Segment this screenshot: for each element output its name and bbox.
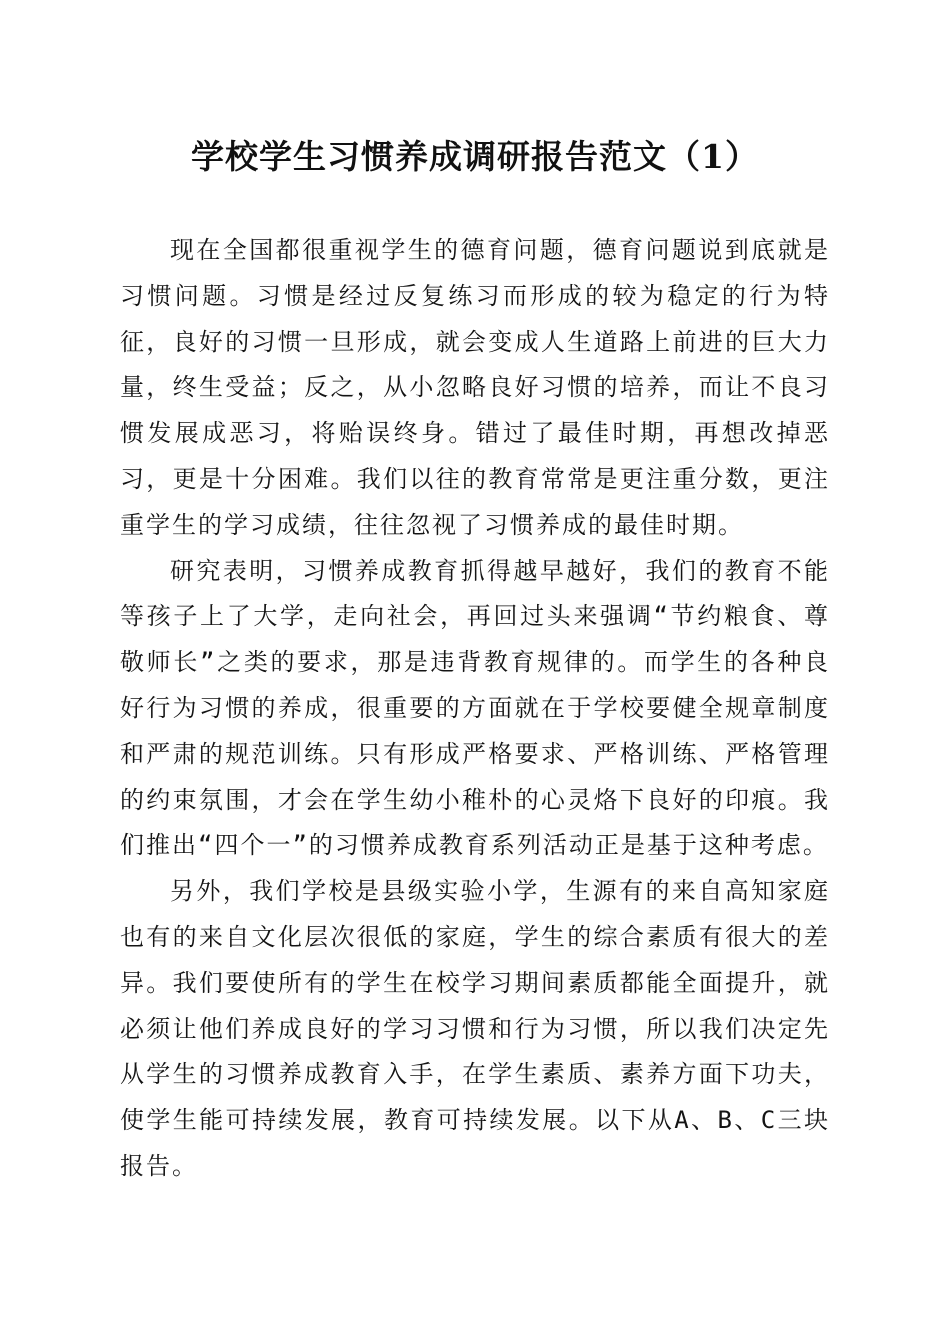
document-title: 学校学生习惯养成调研报告范文（1）: [191, 137, 759, 176]
document-body: [120, 228, 830, 1190]
paragraph-3: 另外，我们学校是县级实验小学，生源有的来自高知家庭也有的来自文化层次很低的家庭，学生的综合素质有很大的差异。我们要使所有的学生在校学习期间素质都能全面提升，就必须让他们养成良好的学习习惯和行为习惯，所以我们决定先从学生的习惯养成教育入手，在学生素质、素养方面下功夫，使学生能可持续发展，教育可持续发展。以下从A、B、C三块报告。: [120, 877, 830, 1180]
paragraph-2: 研究表明，习惯养成教育抓得越早越好，我们的教育不能等孩子上了大学，走向社会，再回过头来强调“节约粮食、尊敬师长”之类的要求，那是违背教育规律的。而学生的各种良好行为习惯的养成，很重要的方面就在于学校要健全规章制度和严肃的规范训练。只有形成严格要求、严格训练、严格管理的约束氛围，才会在学生幼小稚朴的心灵烙下良好的印痕。我们推出“四个一”的习惯养成教育系列活动正是基于这种考虑。: [120, 556, 830, 860]
paragraph-1: 现在全国都很重视学生的德育问题，德育问题说到底就是习惯问题。习惯是经过反复练习而形成的较为稳定的行为特征，良好的习惯一旦形成，就会变成人生道路上前进的巨大力量，终生受益；反之，从小忽略良好习惯的培养，而让不良习惯发展成恶习，将贻误终身。错过了最佳时期，再想改掉恶习，更是十分困难。我们以往的教育常常是更注重分数，更注重学生的学习成绩，往往忽视了习惯养成的最佳时期。: [120, 236, 830, 539]
